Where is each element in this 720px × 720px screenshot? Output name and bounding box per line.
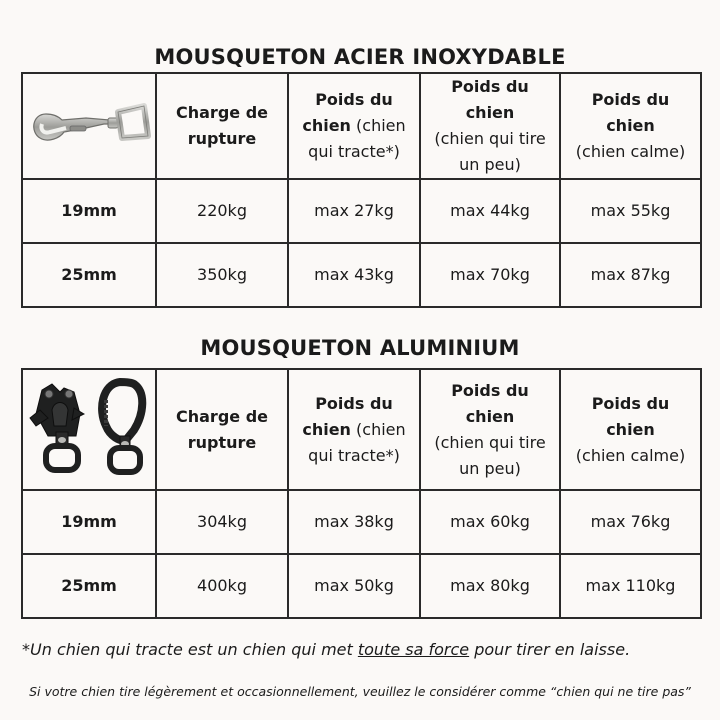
weight-cell: max 76kg [560,490,701,554]
size-cell: 19mm [22,179,156,243]
weight-cell: max 44kg [420,179,560,243]
weight-cell: max 60kg [420,490,560,554]
header-charge-label: Charge de rupture [176,406,268,452]
size-cell: 19mm [22,490,156,554]
weight-cell: max 55kg [560,179,701,243]
aluminium-carabiner-icon [26,374,152,486]
charge-cell: 350kg [156,243,288,307]
table-row [22,554,701,618]
footnote-underlined: toute sa force [357,640,470,659]
weight-cell: max 43kg [288,243,420,307]
product-image-cell [22,369,156,490]
header-light-puller [420,369,560,490]
header-col3-note: (chien calme) [575,142,686,161]
header-charge [156,73,288,179]
header-pulling-dog [288,369,420,490]
footnote-light-puller: Si votre chien tire légèrement et occasionnellement, veuillez le considérer comme “chien qui ne tire pas” [29,684,691,699]
header-pulling-dog [288,73,420,179]
header-col2-note: (chien qui tire un peu) [434,432,546,478]
weight-cell: max 80kg [420,554,560,618]
weight-cell: max 70kg [420,243,560,307]
header-col1-note: (chien qui tracte*) [308,419,406,465]
header-col2-note: (chien qui tire un peu) [434,129,546,174]
charge-cell: 400kg [156,554,288,618]
footnote-text-after: pour tirer en laisse. [469,640,631,659]
weight-cell: max 50kg [288,554,420,618]
header-col3-bold: Poids du chien [591,393,670,439]
aluminium-spec-table [21,368,702,619]
header-charge [156,369,288,490]
table-title-stainless: MOUSQUETON ACIER INOXYDABLE [154,45,566,69]
header-col1-bold: Poids du chien [302,393,393,439]
product-image-cell [22,73,156,179]
weight-cell: max 27kg [288,179,420,243]
table-row [22,243,701,307]
header-col3-note: (chien calme) [575,445,686,465]
table-header-row [22,73,701,179]
charge-cell: 304kg [156,490,288,554]
stainless-spec-table [21,72,702,308]
header-light-puller [420,73,560,179]
table-header-row [22,369,701,490]
table-row [22,179,701,243]
size-cell: 25mm [22,243,156,307]
charge-cell: 220kg [156,179,288,243]
table-title-aluminium: MOUSQUETON ALUMINIUM [200,336,520,360]
header-col2-bold: Poids du chien [451,77,529,122]
weight-cell: max 38kg [288,490,420,554]
header-col1-note: (chien qui tracte*) [308,116,406,161]
header-calm-dog [560,369,701,490]
header-calm-dog [560,73,701,179]
table-row [22,490,701,554]
header-charge-label: Charge de rupture [176,103,268,148]
header-col1-bold: Poids du chien [302,90,393,135]
header-col2-bold: Poids du chien [451,380,529,426]
size-cell: 25mm [22,554,156,618]
header-col3-bold: Poids du chien [591,90,670,135]
stainless-steel-snap-hook-icon [26,98,152,154]
footnote-text-before: *Un chien qui tracte est un chien qui met [22,640,358,659]
weight-cell: max 87kg [560,243,701,307]
weight-cell: max 110kg [560,554,701,618]
footnote-pulling-dog [22,640,630,659]
